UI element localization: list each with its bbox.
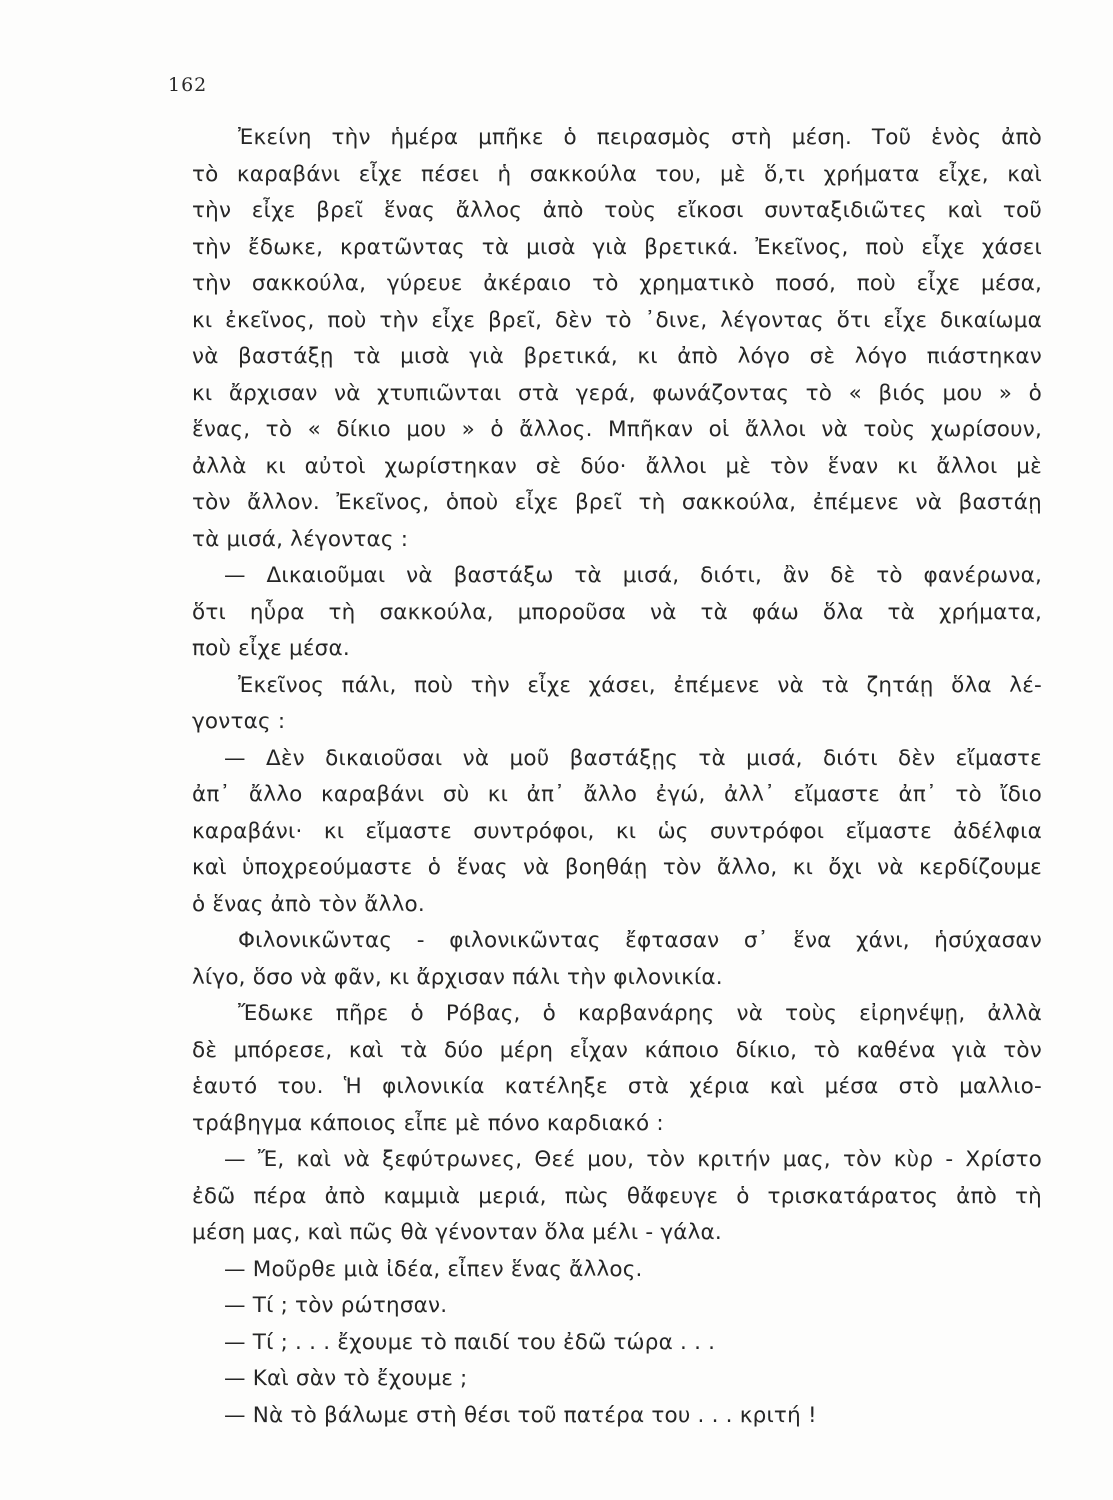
text-line: ποὺ εἶχε μέσα.	[192, 636, 350, 661]
text-line: κι ἄρχισαν νὰ χτυπιῶνται στὰ γερά, φωνάζοντας τὸ « βιός μου » ὁ	[192, 380, 1042, 406]
text-line: δὲ μπόρεσε, καὶ τὰ δύο μέρη εἶχαν κάποιο δίκιο, τὸ καθένα γιὰ τὸν	[192, 1037, 1042, 1063]
text-line: — Ἔ, καὶ νὰ ξεφύτρωνες, Θεέ μου, τὸν κριτήν μας, τὸν κὺρ - Χρίστο	[224, 1147, 1042, 1172]
text-line: τράβηγμα κάποιος εἶπε μὲ πόνο καρδιακό :	[192, 1110, 664, 1136]
text-line: ἕνας, τὸ « δίκιο μου » ὁ ἄλλος. Μπῆκαν οἱ ἄλλοι νὰ τοὺς χωρίσουν,	[192, 417, 1042, 442]
text-line: — Νὰ τὸ βάλωμε στὴ θέσι τοῦ πατέρα του . . . κριτή !	[224, 1402, 817, 1428]
text-line: — Τί ; τὸν ρώτησαν.	[224, 1293, 448, 1318]
text-line: ὅτι ηὗρα τὴ σακκούλα, μποροῦσα νὰ τὰ φάω ὅλα τὰ χρήματα,	[192, 599, 1042, 625]
text-line: Ἐκεῖνος πάλι, ποὺ τὴν εἶχε χάσει, ἐπέμενε νὰ τὰ ζητάῃ ὅλα λέ-	[238, 672, 1042, 698]
body-text	[192, 120, 1042, 1434]
text-line: μέση μας, καὶ πῶς θὰ γένονταν ὅλα μέλι - γάλα.	[192, 1220, 722, 1245]
text-line: τὴν εἶχε βρεῖ ἕνας ἄλλος ἀπὸ τοὺς εἴκοσι συνταξιδιῶτες καὶ τοῦ	[192, 198, 1042, 223]
text-line: Ἔδωκε πῆρε ὁ Ρόβας, ὁ καρβανάρης νὰ τοὺς εἰρηνέψῃ, ἀλλὰ	[238, 1001, 1042, 1026]
text-line: τὸ καραβάνι εἶχε πέσει ἡ σακκούλα του, μὲ ὅ,τι χρήματα εἶχε, καὶ	[192, 161, 1042, 187]
text-line: ἑαυτό του. Ἡ φιλονικία κατέληξε στὰ χέρια καὶ μέσα στὸ μαλλιο-	[192, 1074, 1042, 1099]
text-line: — Καὶ σὰν τὸ ἔχουμε ;	[224, 1366, 468, 1391]
text-line: λίγο, ὅσο νὰ φᾶν, κι ἄρχισαν πάλι τὴν φιλονικία.	[192, 964, 723, 990]
text-line: ἀλλὰ κι αὐτοὶ χωρίστηκαν σὲ δύο· ἄλλοι μὲ τὸν ἕναν κι ἄλλοι μὲ	[192, 453, 1042, 479]
text-line: γοντας :	[192, 709, 286, 734]
text-line: τὰ μισά, λέγοντας :	[192, 526, 409, 552]
text-line: τὴν σακκούλα, γύρευε ἀκέραιο τὸ χρηματικὸ ποσό, ποὺ εἶχε μέσα,	[192, 271, 1042, 296]
text-line: καὶ ὑποχρεούμαστε ὁ ἕνας νὰ βοηθάῃ τὸν ἄλλο, κι ὄχι νὰ κερδίζουμε	[192, 855, 1042, 880]
text-line: ἐδῶ πέρα ἀπὸ καμμιὰ μεριά, πὼς θἄφευγε ὁ τρισκατάρατος ἀπὸ τὴ	[192, 1183, 1042, 1209]
text-line: νὰ βαστάξῃ τὰ μισὰ γιὰ βρετικά, κι ἀπὸ λόγο σὲ λόγο πιάστηκαν	[192, 344, 1042, 369]
page-number: 162	[168, 74, 208, 96]
text-line: — Δὲν δικαιοῦσαι νὰ μοῦ βαστάξῃς τὰ μισά, διότι δὲν εἴμαστε	[224, 745, 1042, 771]
text-line: Ἐκείνη τὴν ἡμέρα μπῆκε ὁ πειρασμὸς στὴ μέση. Τοῦ ἑνὸς ἀπὸ	[238, 125, 1042, 150]
text-line: — Τί ; . . . ἔχουμε τὸ παιδί του ἐδῶ τώρα . . .	[224, 1329, 716, 1355]
text-line: Φιλονικῶντας - φιλονικῶντας ἔφτασαν σ᾿ ἕνα χάνι, ἡσύχασαν	[238, 928, 1042, 953]
text-line: καραβάνι· κι εἴμαστε συντρόφοι, κι ὡς συντρόφοι εἴμαστε ἀδέλφια	[192, 818, 1042, 844]
text-line: τὸν ἄλλον. Ἐκεῖνος, ὁποὺ εἶχε βρεῖ τὴ σακκούλα, ἐπέμενε νὰ βαστάῃ	[192, 490, 1042, 515]
text-line: τὴν ἔδωκε, κρατῶντας τὰ μισὰ γιὰ βρετικά. Ἐκεῖνος, ποὺ εἶχε χάσει	[192, 234, 1042, 260]
text-line: κι ἐκεῖνος, ποὺ τὴν εἶχε βρεῖ, δὲν τὸ ᾿δινε, λέγοντας ὅτι εἶχε δικαίωμα	[192, 307, 1042, 333]
text-line: ὁ ἕνας ἀπὸ τὸν ἄλλο.	[192, 891, 425, 917]
text-line: ἀπ᾿ ἄλλο καραβάνι σὺ κι ἀπ᾿ ἄλλο ἐγώ, ἀλλ᾿ εἴμαστε ἀπ᾿ τὸ ἴδιο	[192, 782, 1042, 807]
text-line: — Μοῦρθε μιὰ ἰδέα, εἶπεν ἕνας ἄλλος.	[224, 1256, 643, 1282]
text-line: — Δικαιοῦμαι νὰ βαστάξω τὰ μισά, διότι, ἂν δὲ τὸ φανέρωνα,	[224, 563, 1042, 588]
